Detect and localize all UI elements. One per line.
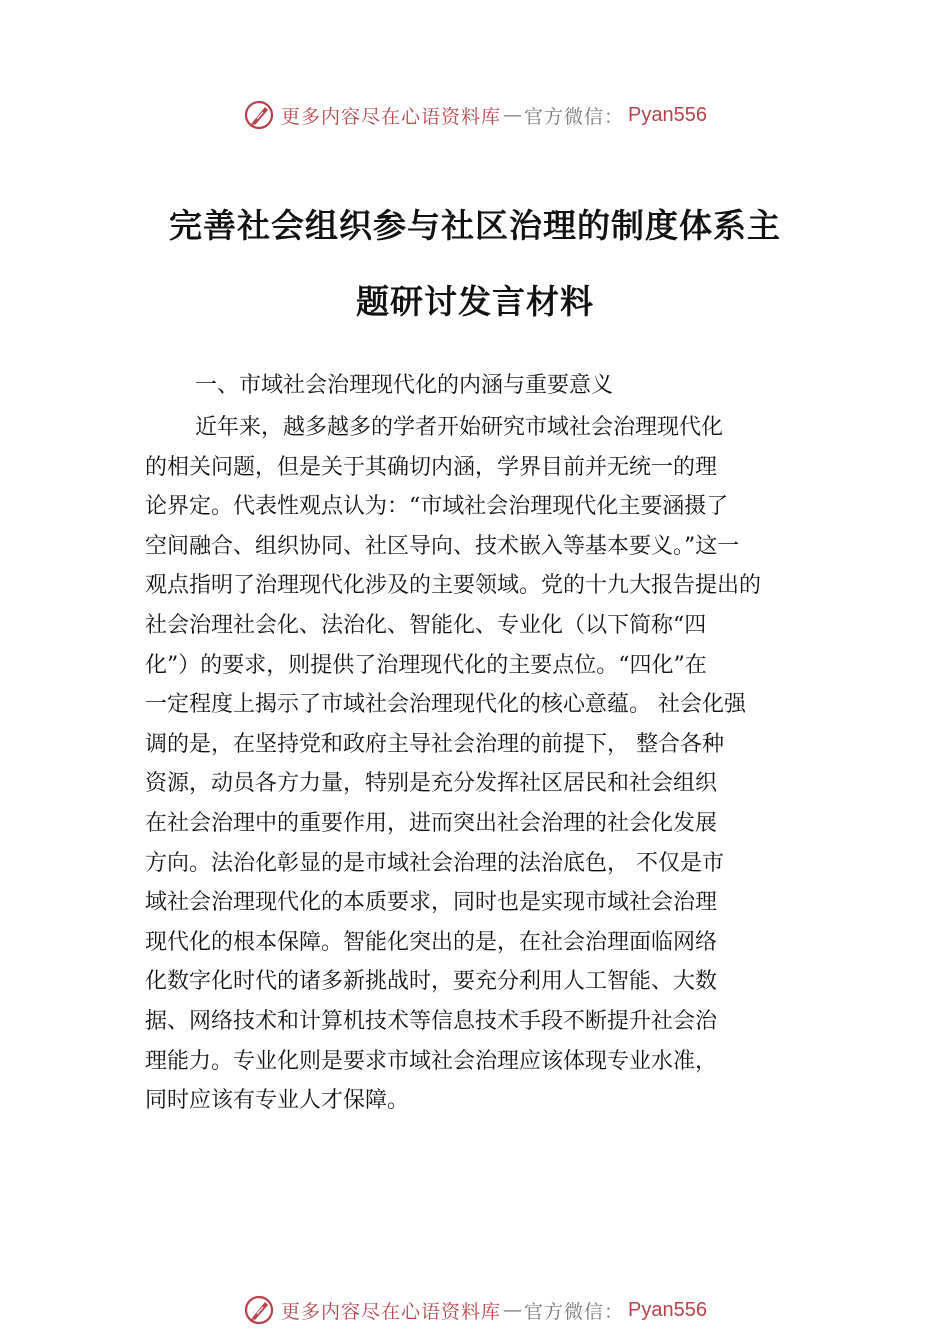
document-title: [145, 188, 805, 340]
paragraph-line: 论界定。代表性观点认为：“市域社会治理现代化主要涵摄了: [145, 494, 729, 520]
watermark-wechat-label: 官方微信：: [524, 1300, 625, 1323]
paragraph-line: 近年来，越多越多的学者开始研究市域社会治理现代化: [195, 415, 724, 440]
watermark-brand-text: 更多内容尽在心语资料库: [281, 1300, 502, 1323]
paragraph-line: 调的是，在坚持党和政府主导社会治理的前提下， 整合各种: [145, 731, 724, 757]
title-line-1: 完善社会组织参与社区治理的制度体系主: [169, 206, 781, 245]
watermark-separator: —: [503, 1299, 523, 1321]
paragraph-line: 化”）的要求，则提供了治理现代化的主要点位。“四化”在: [145, 652, 707, 678]
header-watermark: [0, 95, 950, 135]
paragraph-line: 在社会治理中的重要作用，进而突出社会治理的社会化发展: [145, 810, 718, 836]
quill-pen-logo-icon: [243, 1294, 275, 1326]
title-line-2: 题研讨发言材料: [356, 282, 594, 321]
paragraph-line: 域社会治理现代化的本质要求，同时也是实现市域社会治理: [145, 890, 718, 916]
watermark-brand-text: 更多内容尽在心语资料库: [281, 105, 502, 128]
paragraph-line: 空间融合、组织协同、社区导向、技术嵌入等基本要义。”这一: [145, 533, 740, 559]
paragraph-line: 社会治理社会化、法治化、智能化、专业化（以下简称“四: [145, 612, 707, 638]
paragraph-line: 的相关问题，但是关于其确切内涵，学界目前并无统一的理: [145, 454, 718, 480]
paragraph-line: 同时应该有专业人才保障。: [145, 1088, 410, 1114]
watermark-wechat-id: Pyan556: [628, 103, 707, 126]
paragraph-line: 现代化的根本保障。智能化突出的是，在社会治理面临网络: [145, 929, 718, 955]
watermark-separator: —: [503, 104, 523, 126]
watermark-wechat-id: Pyan556: [628, 1298, 707, 1321]
paragraph-line: 化数字化时代的诸多新挑战时，要充分利用人工智能、大数: [145, 969, 718, 995]
paragraph-line: 方向。法治化彰显的是市域社会治理的法治底色， 不仅是市: [145, 850, 724, 876]
body-paragraph: [145, 408, 835, 1121]
paragraph-line: 理能力。专业化则是要求市域社会治理应该体现专业水准，: [145, 1048, 718, 1074]
paragraph-line: 一定程度上揭示了市域社会治理现代化的核心意蕴。 社会化强: [145, 692, 746, 718]
quill-pen-logo-icon: [243, 99, 275, 131]
footer-watermark: [0, 1290, 950, 1330]
paragraph-line: 资源，动员各方力量，特别是充分发挥社区居民和社会组织: [145, 771, 718, 797]
section-heading: 一、市域社会治理现代化的内涵与重要意义: [195, 373, 614, 398]
paragraph-line: 据、网络技术和计算机技术等信息技术手段不断提升社会治: [145, 1008, 718, 1034]
paragraph-line: 观点指明了治理现代化涉及的主要领域。党的十九大报告提出的: [145, 573, 762, 599]
watermark-wechat-label: 官方微信：: [524, 105, 625, 128]
